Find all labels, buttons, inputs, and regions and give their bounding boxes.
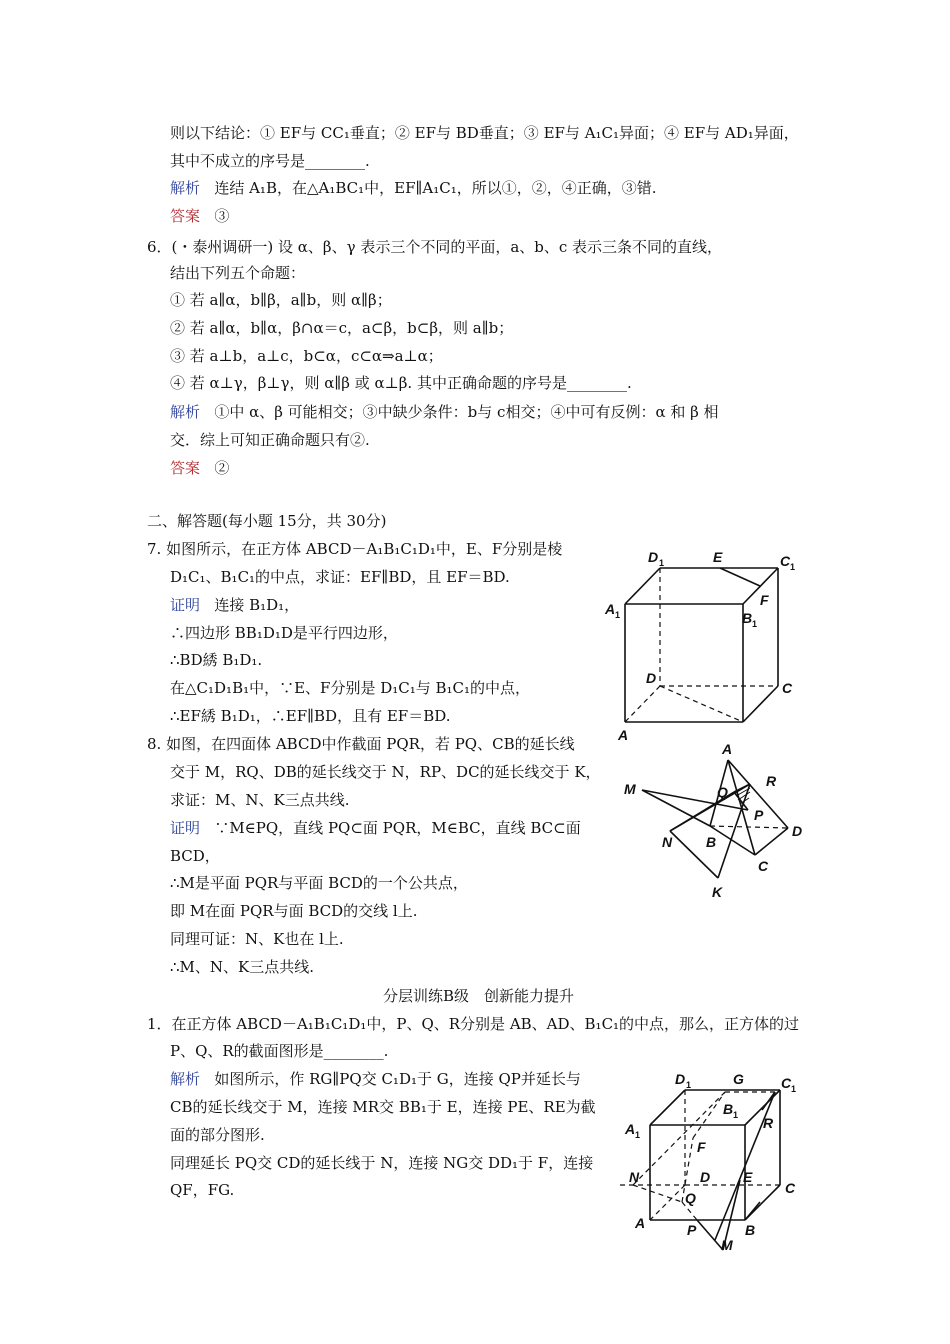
label-e: E — [713, 549, 723, 565]
label-r: R — [766, 773, 777, 789]
label-a1: A — [625, 1121, 636, 1137]
text-line: 在△C₁D₁B₁中，∵E、F分别是 D₁C₁与 B₁C₁的中点， — [170, 679, 531, 697]
solution-label: 解析 — [170, 403, 201, 421]
proof-label: 证明 — [170, 596, 201, 614]
label-e: E — [743, 1169, 753, 1185]
label-a: A — [635, 1215, 646, 1231]
label-d1-sub: 1 — [686, 1080, 692, 1090]
label-d: D — [646, 670, 657, 686]
question-6: 6．(・泰州调研一) 设 α、β、γ 表示三个不同的平面，a、b、c 表示三条不同的直线， — [147, 238, 723, 256]
label-q: Q — [685, 1190, 696, 1206]
proof-label: 证明 — [170, 819, 201, 837]
proposition-2: ② 若 a∥α，b∥α，β∩α＝c，a⊂β，b⊂β，则 a∥b； — [170, 319, 514, 337]
answer-label: 答案 — [170, 207, 201, 225]
label-b: B — [706, 834, 717, 850]
text-line: P、Q、R的截面图形是________. — [170, 1042, 389, 1060]
label-c1-sub: 1 — [791, 1084, 797, 1094]
label-d: D — [700, 1169, 711, 1185]
label-c1-sub: 1 — [790, 562, 796, 572]
cube-figure — [600, 540, 810, 745]
label-g: G — [733, 1071, 744, 1087]
label-p: P — [754, 807, 764, 823]
label-c: C — [785, 1180, 796, 1196]
label-p: P — [687, 1222, 697, 1238]
solution-line — [170, 1069, 581, 1089]
label-c1: C — [780, 553, 791, 569]
label-a: A — [722, 741, 733, 757]
solution-line — [170, 402, 719, 422]
answer-line — [170, 206, 229, 226]
text-line: BCD， — [170, 847, 220, 865]
text-line: 交．综上可知正确命题只有②. — [170, 431, 370, 449]
text-line: 则以下结论：① EF与 CC₁垂直；② EF与 BD垂直；③ EF与 A₁C₁异面；④ EF与 AD₁异面， — [170, 124, 799, 142]
text-line: ∴EF綉 B₁D₁，∴EF∥BD，且有 EF＝BD. — [170, 707, 451, 725]
text-line: CB的延长线交于 M，连接 MR交 BB₁于 E，连接 PE、RE为截 — [170, 1098, 596, 1116]
solution-text: ①中 α、β 可能相交；③中缺少条件：b与 c相交；④中可有反例：α 和 β 相 — [214, 403, 719, 421]
label-d1: D — [675, 1071, 686, 1087]
text-line: QF，FG. — [170, 1181, 235, 1199]
label-n: N — [662, 834, 673, 850]
section-title: 分层训练B级 创新能力提升 — [383, 987, 575, 1005]
proposition-1: ① 若 a∥α，b∥β，a∥b，则 α∥β； — [170, 291, 392, 309]
label-b1: B — [742, 610, 753, 626]
text-line: 面的部分图形. — [170, 1126, 265, 1144]
label-c: C — [782, 680, 793, 696]
answer-text: ③ — [214, 207, 230, 225]
section-heading: 二、解答题(每小题 15分，共 30分) — [147, 512, 387, 530]
label-f: F — [697, 1139, 706, 1155]
label-d1: D — [648, 549, 659, 565]
label-d: D — [792, 823, 803, 839]
text-line: 同理延长 PQ交 CD的延长线于 N，连接 NG交 DD₁于 F，连接 — [170, 1154, 594, 1172]
text-line: 结出下列五个命题： — [170, 264, 306, 282]
proof-line — [170, 818, 581, 838]
text-line: ∴四边形 BB₁D₁D是平行四边形， — [170, 624, 398, 642]
label-b: B — [745, 1222, 756, 1238]
label-a: A — [618, 727, 629, 743]
text-line: 交于 M，RQ、DB的延长线交于 N，RP、DC的延长线交于 K， — [170, 763, 601, 781]
label-m: M — [721, 1237, 733, 1253]
solution-label: 解析 — [170, 179, 201, 197]
tetrahedron-figure — [620, 740, 815, 900]
label-b1: B — [723, 1101, 734, 1117]
proof-line — [170, 595, 299, 615]
label-q: Q — [717, 784, 728, 800]
label-c1: C — [781, 1075, 792, 1091]
question-8: 8. 如图，在四面体 ABCD中作截面 PQR，若 PQ、CB的延长线 — [147, 735, 575, 753]
text-line: ∴M、N、K三点共线. — [170, 958, 315, 976]
question-7: 7. 如图所示，在正方体 ABCD－A₁B₁C₁D₁中，E、F分别是棱 — [147, 540, 563, 558]
text-line: ∴M是平面 PQR与平面 BCD的一个公共点， — [170, 874, 468, 892]
question-b1: 1．在正方体 ABCD－A₁B₁C₁D₁中，P、Q、R分别是 AB、AD、B₁C₁的中点，那么，正方体的过 — [147, 1015, 800, 1033]
label-b1-sub: 1 — [733, 1110, 739, 1120]
label-a1-sub: 1 — [635, 1130, 641, 1140]
cube-section-figure — [615, 1070, 825, 1265]
label-m: M — [624, 781, 636, 797]
answer-line — [170, 458, 229, 478]
label-n: N — [629, 1169, 640, 1185]
label-d1-sub: 1 — [659, 558, 665, 568]
text-line: 其中不成立的序号是________. — [170, 152, 370, 170]
solution-label: 解析 — [170, 1070, 201, 1088]
text-line: ∴BD綉 B₁D₁. — [170, 651, 263, 669]
label-c: C — [758, 858, 769, 874]
proof-text: ∵M∈PQ，直线 PQ⊂面 PQR，M∈BC，直线 BC⊂面 — [214, 819, 581, 837]
solution-text: 连结 A₁B，在△A₁BC₁中，EF∥A₁C₁，所以①，②，④正确，③错. — [214, 179, 657, 197]
text-line: 同理可证：N、K也在 l上. — [170, 930, 344, 948]
proof-text: 连接 B₁D₁， — [214, 596, 300, 614]
text-line: 求证：M、N、K三点共线. — [170, 791, 350, 809]
label-a1-sub: 1 — [615, 610, 621, 620]
text-line: 即 M在面 PQR与面 BCD的交线 l上. — [170, 902, 418, 920]
label-k: K — [712, 884, 723, 900]
label-b1-sub: 1 — [752, 619, 758, 629]
label-f: F — [760, 592, 769, 608]
answer-text: ② — [214, 459, 230, 477]
proposition-4: ④ 若 α⊥γ，β⊥γ，则 α∥β 或 α⊥β. 其中正确命题的序号是________. — [170, 374, 632, 392]
label-r: R — [763, 1115, 774, 1131]
proposition-3: ③ 若 a⊥b，a⊥c，b⊂α，c⊂α⇒a⊥α； — [170, 347, 443, 365]
answer-label: 答案 — [170, 459, 201, 477]
label-a1: A — [605, 601, 616, 617]
solution-text: 如图所示，作 RG∥PQ交 C₁D₁于 G，连接 QP并延长与 — [214, 1070, 581, 1088]
text-line: D₁C₁、B₁C₁的中点，求证：EF∥BD，且 EF＝BD. — [170, 568, 510, 586]
solution-line — [170, 178, 657, 198]
